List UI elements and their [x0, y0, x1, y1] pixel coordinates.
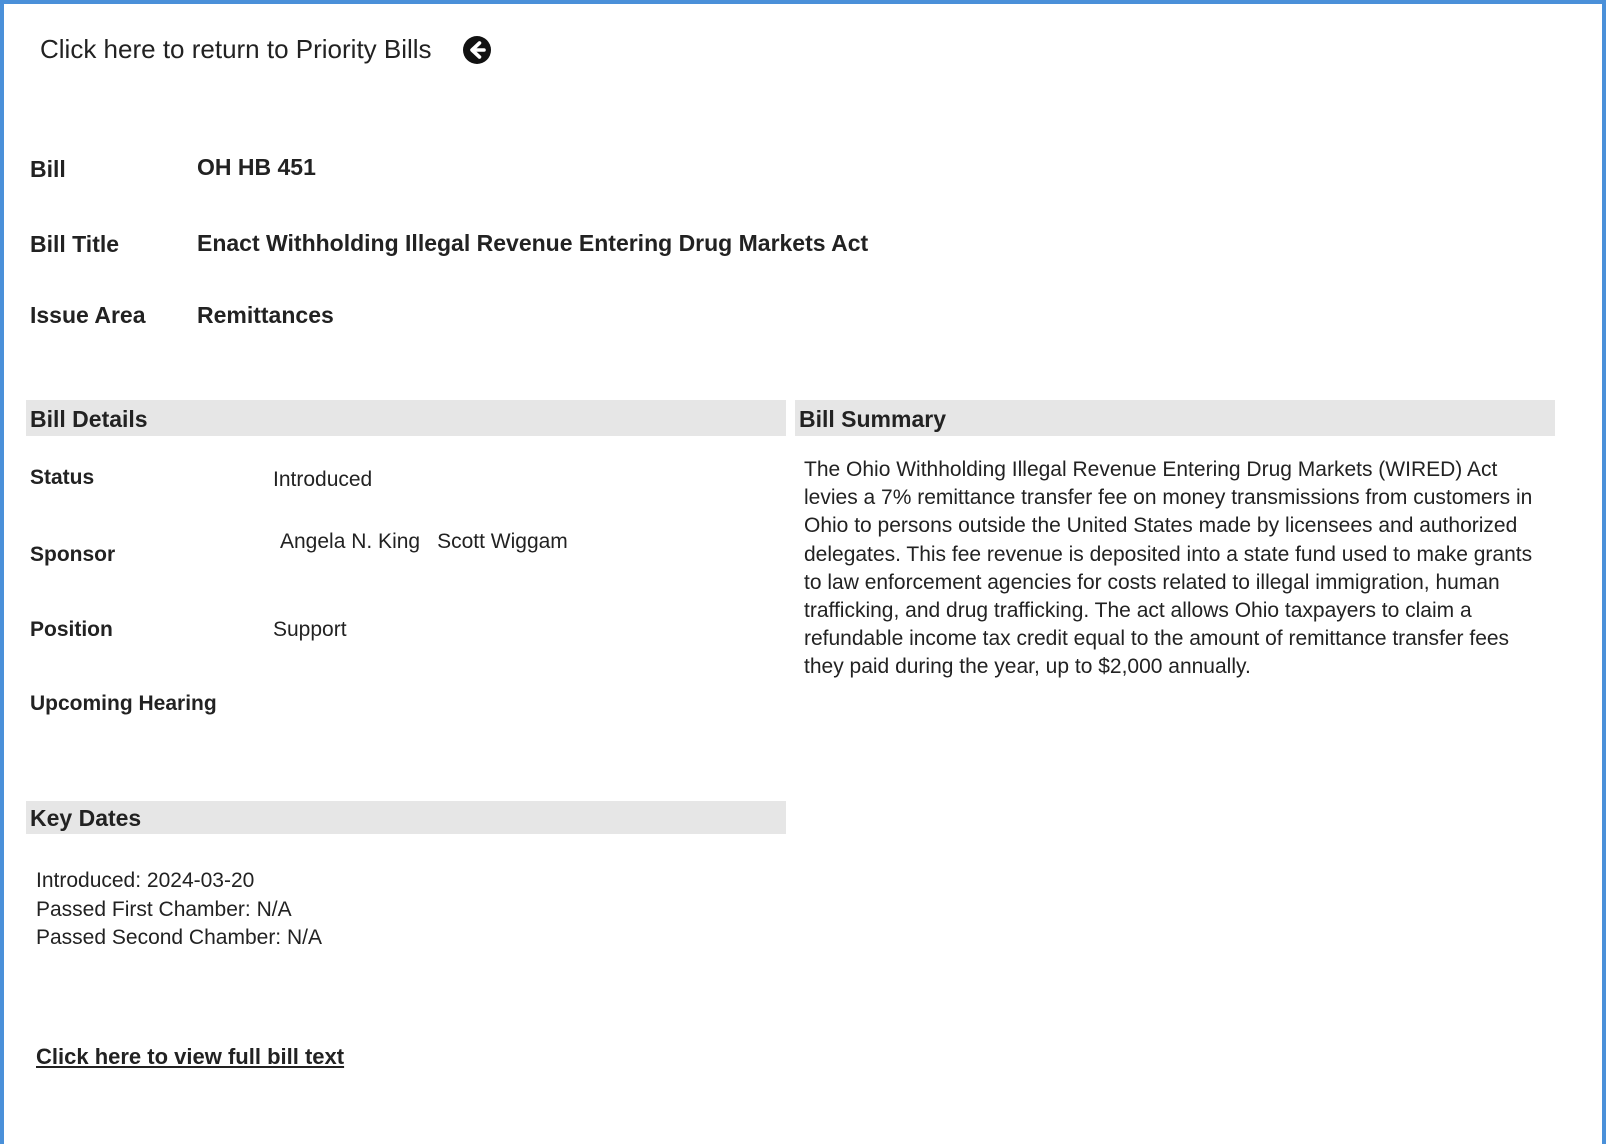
status-label: Status — [30, 466, 95, 489]
passed-second-chamber: Passed Second Chamber: N/A — [36, 926, 322, 949]
bill-title-label: Bill Title — [30, 231, 120, 257]
upcoming-hearing-label: Upcoming Hearing — [30, 692, 217, 715]
position-value: Support — [273, 618, 347, 641]
sponsor-name: Scott Wiggam — [437, 530, 568, 553]
sponsor-list — [280, 530, 568, 554]
bill-number: OH HB 451 — [197, 154, 316, 180]
bill-summary-header — [795, 400, 1555, 436]
introduced-date: Introduced: 2024-03-20 — [36, 869, 255, 892]
bill-title: Enact Withholding Illegal Revenue Entering Drug Markets Act — [197, 230, 869, 256]
bill-details-header-label: Bill Details — [30, 406, 148, 432]
view-full-bill-text-link[interactable]: Click here to view full bill text — [36, 1044, 345, 1069]
key-dates-header — [26, 801, 786, 834]
sponsor-name: Angela N. King — [280, 530, 421, 553]
issue-area: Remittances — [197, 302, 334, 328]
issue-area-label: Issue Area — [30, 302, 146, 328]
bill-label: Bill — [30, 156, 66, 182]
arrow-left-circle-icon[interactable] — [462, 35, 492, 65]
sponsor-label: Sponsor — [30, 543, 116, 566]
return-to-priority-bills-link[interactable] — [40, 34, 492, 65]
bill-summary-text: The Ohio Withholding Illegal Revenue Entering Drug Markets (WIRED) Act levies a 7% remittance transfer fee on money transmissions from customers in Ohio to persons outside the United States made by licensees and authorized delegates. This fee revenue is deposited into a state fund used to make grants to law enforcement agencies for costs related to illegal immigration, human trafficking, and drug trafficking. The act allows Ohio taxpayers to claim a refundable income tax credit equal to the amount of remittance transfer fees they paid during the year, up to $2,000 annually. — [804, 458, 1533, 679]
position-label: Position — [30, 618, 113, 641]
status-value: Introduced — [273, 468, 373, 491]
passed-first-chamber: Passed First Chamber: N/A — [36, 897, 292, 921]
key-dates-header-label: Key Dates — [30, 805, 142, 831]
return-link-label: Click here to return to Priority Bills — [40, 34, 432, 64]
key-dates-list — [36, 867, 322, 953]
bill-summary-header-label: Bill Summary — [799, 406, 946, 432]
bill-details-header — [26, 400, 786, 436]
